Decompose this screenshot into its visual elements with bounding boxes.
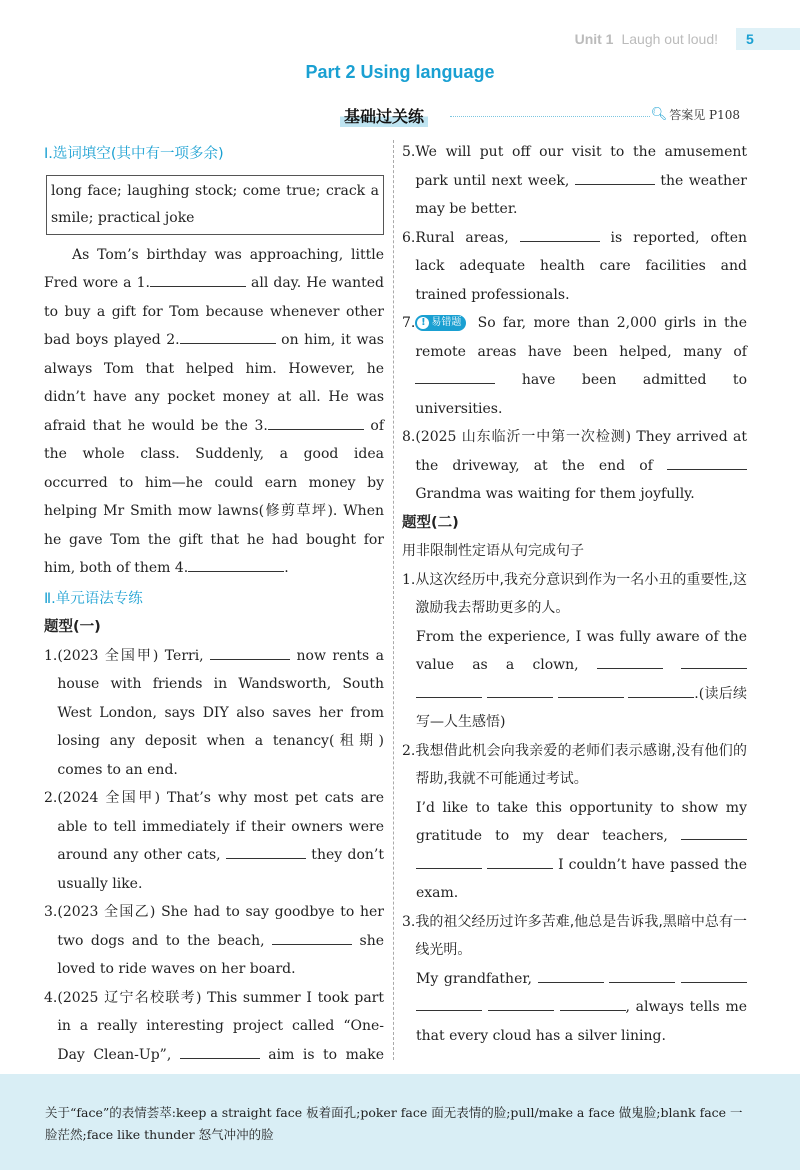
banner-title: 基础过关练 xyxy=(340,104,428,127)
item-text: now rents a house with friends in Wandsworth, South West London, says DIY also saves her from losing any deposit when a tenancy(租期) comes to an end. xyxy=(57,647,384,778)
answer-blank[interactable] xyxy=(210,643,290,660)
item-number: 4. xyxy=(44,989,58,1006)
chinese-prompt: 我想借此机会向我亲爱的老师们表示感谢,没有他们的帮助,我就不可能通过考试。 xyxy=(415,742,747,787)
banner-divider xyxy=(450,116,650,117)
translation-item-3 xyxy=(402,908,747,965)
answer-blank[interactable] xyxy=(415,367,495,384)
passage-text: As Tom’s birthday was approaching, little Fred wore a 1. xyxy=(44,246,384,291)
answer-blank[interactable] xyxy=(416,681,482,698)
question-type-1: 题型(一) xyxy=(44,619,101,635)
answer-blank[interactable] xyxy=(520,225,600,242)
answer-blank[interactable] xyxy=(597,652,663,669)
passage-text: on him, it was always Tom that helped him. However, he didn’t have any pocket money at all. He was afraid that he would be the 3. xyxy=(44,332,384,434)
column-divider xyxy=(393,140,394,1060)
english-sentence-2 xyxy=(402,794,747,908)
item-text: So far, more than 2,000 girls in the remote areas have been helped, many of xyxy=(415,315,747,360)
item-text: (2024 全国甲) That’s why most pet cats are able to tell immediately if their owners were around any other cats, xyxy=(57,790,384,863)
question-type-2: 题型(二) xyxy=(402,514,459,531)
grammar-item-7 xyxy=(402,309,747,423)
answer-blank[interactable] xyxy=(226,842,306,859)
item-text: is reported, often lack adequate health care facilities and trained professionals. xyxy=(415,229,747,303)
answer-blank[interactable] xyxy=(609,966,675,983)
item-number: 3. xyxy=(402,913,416,930)
blank-1[interactable] xyxy=(150,270,246,287)
answer-reference xyxy=(651,106,740,123)
error-prone-badge xyxy=(415,315,466,331)
section2-heading: Ⅱ.单元语法专练 xyxy=(44,590,143,607)
grammar-item-1 xyxy=(44,642,384,785)
english-text: I’d like to take this opportunity to show my gratitude to my dear teachers, xyxy=(416,799,747,844)
answer-blank[interactable] xyxy=(416,994,482,1011)
section1-heading: Ⅰ.选词填空(其中有一项多余) xyxy=(44,146,224,162)
passage-text: all day. He wanted to buy a gift for Tom because whenever other bad boys played 2. xyxy=(44,275,384,348)
answer-blank[interactable] xyxy=(681,823,747,840)
answer-blank[interactable] xyxy=(488,994,554,1011)
answer-blank[interactable] xyxy=(487,852,553,869)
type2-instruction: 用非限制性定语从句完成句子 xyxy=(402,543,584,559)
english-text: From the experience, I was fully aware of the value as a clown, xyxy=(416,628,747,673)
answer-blank[interactable] xyxy=(681,652,747,669)
warning-icon: ! xyxy=(417,317,429,329)
english-sentence-3 xyxy=(402,965,747,1051)
item-text: Grandma was waiting for them joyfully. xyxy=(415,486,695,502)
item-text: Rural areas, xyxy=(415,229,520,246)
answer-blank[interactable] xyxy=(538,966,604,983)
item-text: (2025 辽宁名校联考) This summer I took part in a really interesting project called “One-Day Clean-Up”, xyxy=(57,989,384,1063)
english-text: I couldn’t have passed the exam. xyxy=(416,856,747,901)
left-column xyxy=(44,140,384,1098)
item-text: she loved to ride waves on her board. xyxy=(57,932,384,977)
item-number: 2. xyxy=(44,790,58,806)
footer-note: 关于“face”的表情荟萃:keep a straight face 板着面孔;poker face 面无表情的脸;pull/make a face 做鬼脸;blank face 一脸茫然;face like thunder 怒气冲冲的脸 xyxy=(45,1105,743,1142)
item-number: 2. xyxy=(402,742,416,759)
translation-item-2 xyxy=(402,737,747,794)
item-text: aim is to make xyxy=(268,1046,384,1063)
item-number: 3. xyxy=(44,904,58,920)
blank-2[interactable] xyxy=(180,327,276,344)
english-text: My grandfather, xyxy=(416,970,538,987)
chinese-prompt: 我的祖父经历过许多苦难,他总是告诉我,黑暗中总有一线光明。 xyxy=(415,913,747,958)
magnifier-icon: 🔍︎ xyxy=(650,107,668,122)
blank-4[interactable] xyxy=(188,555,284,572)
unit-title: Laugh out loud! xyxy=(621,31,718,47)
answer-blank[interactable] xyxy=(628,681,694,698)
grammar-item-3 xyxy=(44,898,384,984)
right-column xyxy=(402,138,747,1050)
answer-blank[interactable] xyxy=(560,994,626,1011)
passage-text: . xyxy=(284,560,289,576)
answer-blank[interactable] xyxy=(681,966,747,983)
item-text: the weather may be better. xyxy=(415,172,747,217)
answer-blank[interactable] xyxy=(272,928,352,945)
unit-label: Unit 1 xyxy=(574,31,614,47)
answer-blank[interactable] xyxy=(575,168,655,185)
item-number: 8. xyxy=(402,429,416,445)
answer-ref-text: 答案见 P108 xyxy=(669,108,740,122)
badge-label: 易错题 xyxy=(431,317,462,328)
item-number: 5. xyxy=(402,144,416,160)
item-text: We will put off our visit to the amusement park until next week, xyxy=(415,144,747,189)
item-number: 7. xyxy=(402,315,416,331)
answer-blank[interactable] xyxy=(180,1042,260,1059)
cloze-passage xyxy=(44,241,384,583)
grammar-item-5 xyxy=(402,138,747,224)
footer-note-box xyxy=(0,1074,800,1170)
answer-blank[interactable] xyxy=(558,681,624,698)
translation-item-1 xyxy=(402,566,747,623)
item-number: 1. xyxy=(402,571,416,588)
grammar-item-6 xyxy=(402,224,747,310)
answer-blank[interactable] xyxy=(487,681,553,698)
english-text: .(读后续写—人生感悟) xyxy=(416,685,748,730)
grammar-item-2 xyxy=(44,784,384,898)
english-sentence-1 xyxy=(402,623,747,737)
page-header xyxy=(575,28,800,50)
section-banner xyxy=(340,104,750,126)
item-number: 6. xyxy=(402,229,416,246)
page-number: 5 xyxy=(736,28,800,50)
english-text: , always tells me that every cloud has a silver lining. xyxy=(416,999,748,1044)
blank-3[interactable] xyxy=(268,413,364,430)
item-text: (2025 山东临沂一中第一次检测) They arrived at the driveway, at the end of xyxy=(415,429,747,474)
answer-blank[interactable] xyxy=(416,852,482,869)
passage-text: of the whole class. Suddenly, a good idea occurred to him—he could earn money by helping Mr Smith mow lawns(修剪草坪). When he gave Tom the gift that he had bought for him, both of them 4. xyxy=(44,417,385,576)
chinese-prompt: 从这次经历中,我充分意识到作为一名小丑的重要性,这激励我去帮助更多的人。 xyxy=(415,571,747,616)
answer-blank[interactable] xyxy=(667,453,747,470)
item-text: (2023 全国甲) Terri, xyxy=(57,647,211,664)
item-text: they don’t usually like. xyxy=(57,847,384,892)
grammar-item-8 xyxy=(402,423,747,509)
item-number: 1. xyxy=(44,647,58,664)
item-text: have been admitted to universities. xyxy=(415,372,747,417)
item-text: (2023 全国乙) She had to say goodbye to her two dogs and to the beach, xyxy=(57,904,384,949)
part-title: Part 2 Using language xyxy=(305,62,495,82)
word-box: long face; laughing stock; come true; crack a smile; practical joke xyxy=(46,175,384,235)
